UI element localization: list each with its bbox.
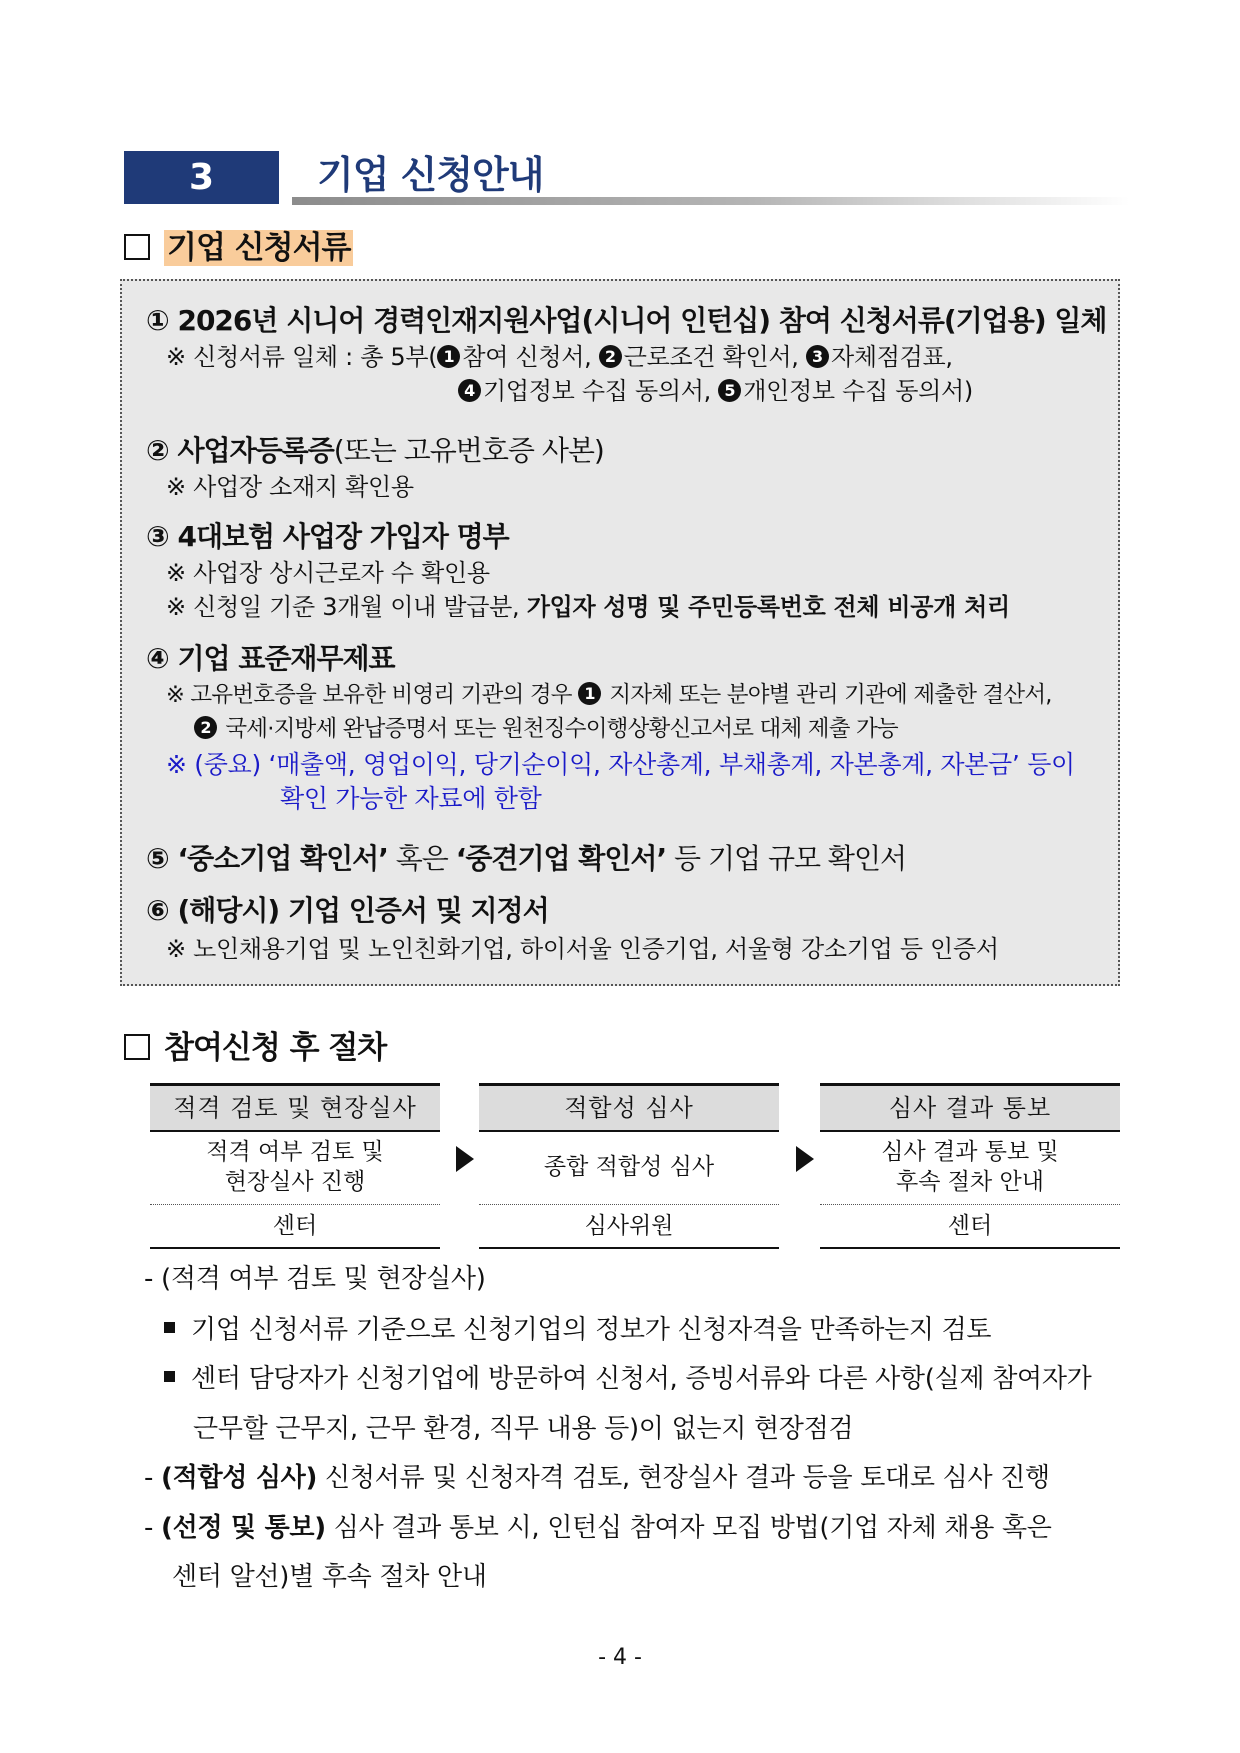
note-4c-line-2: 확인 가능한 자료에 한함 (280, 784, 542, 813)
item-marker: ② (146, 434, 169, 467)
note-4c-line-1: ※ (중요) ‘매출액, 영업이익, 당기순이익, 자산총계, 부채총계, 자본총계, 자본금’ 등이 (166, 750, 1075, 779)
process-step-2 (479, 1083, 779, 1249)
step-divider (479, 1204, 779, 1205)
note-text: 참여 신청서, (462, 343, 599, 371)
step-divider (820, 1204, 1120, 1205)
note-text: ※ 신청서류 일체 : 총 5부( (166, 343, 438, 371)
process-step-3 (820, 1083, 1120, 1249)
page-number: - 4 - (598, 1645, 642, 1670)
note-3b (166, 587, 1010, 622)
detail-1-bullet-2-cont: 근무할 근무지, 근무 환경, 직무 내용 등)이 없는지 현장점검 (193, 1414, 854, 1444)
item-marker: ③ (146, 520, 169, 553)
note-3a: ※ 사업장 상시근로자 수 확인용 (166, 559, 490, 587)
section-header (124, 151, 1130, 204)
doc-item-3 (146, 515, 509, 555)
detail-1-bullet-2 (164, 1358, 1091, 1395)
step-description: 심사 결과 통보 및 후속 절차 안내 (881, 1138, 1059, 1195)
note-text: 근로조건 확인서, (623, 343, 806, 371)
dash: - (144, 1513, 162, 1543)
arrow-right-icon (456, 1146, 474, 1172)
bullet-text: 기업 신청서류 기준으로 신청기업의 정보가 신청자격을 만족하는지 검토 (191, 1315, 992, 1345)
doc-item-4 (146, 637, 395, 677)
note-text: 자체점검표, (830, 343, 953, 371)
item-text: ‘중소기업 확인서’ (177, 842, 388, 875)
circled-number: 1 (437, 345, 460, 368)
item-text: 기업 표준재무제표 (177, 642, 395, 675)
step-owner: 센터 (150, 1207, 440, 1249)
documents-heading-text: 기업 신청서류 (164, 230, 353, 266)
detail-3-cont: 센터 알선)별 후속 절차 안내 (172, 1562, 487, 1592)
doc-item-2 (146, 429, 604, 469)
bullet-text: 센터 담당자가 신청기업에 방문하여 신청서, 증빙서류와 다른 사항(실제 참여자가 (191, 1364, 1092, 1394)
note-4a (166, 677, 1052, 709)
detail-1-heading: - (적격 여부 검토 및 현장실사) (144, 1264, 486, 1294)
item-text: ‘중견기업 확인서’ (455, 842, 667, 875)
note-1-line-1 (166, 337, 953, 372)
checkbox-square-icon (124, 1034, 150, 1060)
circled-number: 3 (806, 345, 829, 368)
item-text: 4대보험 사업장 가입자 명부 (177, 520, 509, 553)
item-text-normal: (또는 고유번호증 사본) (333, 434, 604, 467)
item-text-normal: 등 기업 규모 확인서 (666, 842, 907, 875)
note-bold-text: 가입자 성명 및 주민등록번호 전체 비공개 처리 (526, 593, 1010, 621)
item-marker: ① (146, 304, 169, 337)
procedure-heading (124, 1022, 386, 1067)
detail-bold-text: (적합성 심사) (161, 1463, 318, 1493)
note-text: 지자체 또는 분야별 관리 기관에 제출한 결산서, (603, 682, 1052, 708)
process-step-1 (150, 1083, 440, 1249)
detail-3 (144, 1507, 1052, 1544)
circled-number: 4 (458, 379, 481, 402)
item-text: 사업자등록증 (177, 434, 334, 467)
detail-text: 신청서류 및 신청자격 검토, 현장실사 결과 등을 토대로 심사 진행 (317, 1463, 1050, 1493)
note-4b (194, 711, 898, 743)
item-marker: ⑥ (146, 894, 169, 927)
step-description: 적격 여부 검토 및 현장실사 진행 (206, 1138, 384, 1195)
step-title: 적합성 심사 (479, 1083, 779, 1132)
dash: - (144, 1463, 162, 1493)
detail-bold-text: (선정 및 통보) (161, 1513, 326, 1543)
square-bullet-icon (164, 1371, 175, 1382)
checkbox-square-icon (124, 234, 150, 260)
section-number: 3 (124, 151, 279, 204)
section-title: 기업 신청안내 (317, 153, 544, 197)
circled-number: 1 (578, 682, 601, 705)
note-text: 기업정보 수집 동의서, (483, 377, 719, 405)
note-1-line-2 (458, 371, 973, 406)
detail-2 (144, 1457, 1050, 1494)
arrow-right-icon (796, 1146, 814, 1172)
documents-box (120, 279, 1120, 986)
step-divider (150, 1204, 440, 1205)
detail-1-bullet-1 (164, 1309, 991, 1346)
step-owner: 심사위원 (479, 1207, 779, 1249)
note-6: ※ 노인채용기업 및 노인친화기업, 하이서울 인증기업, 서울형 강소기업 등 인증서 (166, 935, 999, 963)
step-owner: 센터 (820, 1207, 1120, 1249)
detail-text: 심사 결과 통보 시, 인턴십 참여자 모집 방법(기업 자체 채용 혹은 (325, 1513, 1052, 1543)
step-title: 적격 검토 및 현장실사 (150, 1083, 440, 1132)
item-marker: ⑤ (146, 842, 169, 875)
circled-number: 2 (599, 345, 622, 368)
circled-number: 5 (718, 379, 741, 402)
note-2: ※ 사업장 소재지 확인용 (166, 473, 414, 501)
square-bullet-icon (164, 1322, 175, 1333)
doc-item-6 (146, 889, 549, 929)
doc-item-5 (146, 837, 906, 877)
item-marker: ④ (146, 642, 169, 675)
note-text: ※ 고유번호증을 보유한 비영리 기관의 경우 (166, 682, 579, 708)
circled-number: 2 (194, 716, 217, 739)
note-text: 국세·지방세 완납증명서 또는 원천징수이행상황신고서로 대체 제출 가능 (219, 716, 898, 742)
doc-item-1 (146, 299, 1106, 339)
note-text: ※ 신청일 기준 3개월 이내 발급분, (166, 593, 527, 621)
procedure-heading-text: 참여신청 후 절차 (164, 1030, 387, 1066)
item-text: (해당시) 기업 인증서 및 지정서 (177, 894, 549, 927)
item-text: 2026년 시니어 경력인재지원사업(시니어 인턴십) 참여 신청서류(기업용) 일체 (177, 304, 1107, 337)
step-description: 종합 적합성 심사 (543, 1153, 715, 1180)
step-title: 심사 결과 통보 (820, 1083, 1120, 1132)
note-text: 개인정보 수집 동의서) (743, 377, 973, 405)
item-text-normal: 혹은 (387, 842, 456, 875)
documents-heading (124, 222, 353, 267)
